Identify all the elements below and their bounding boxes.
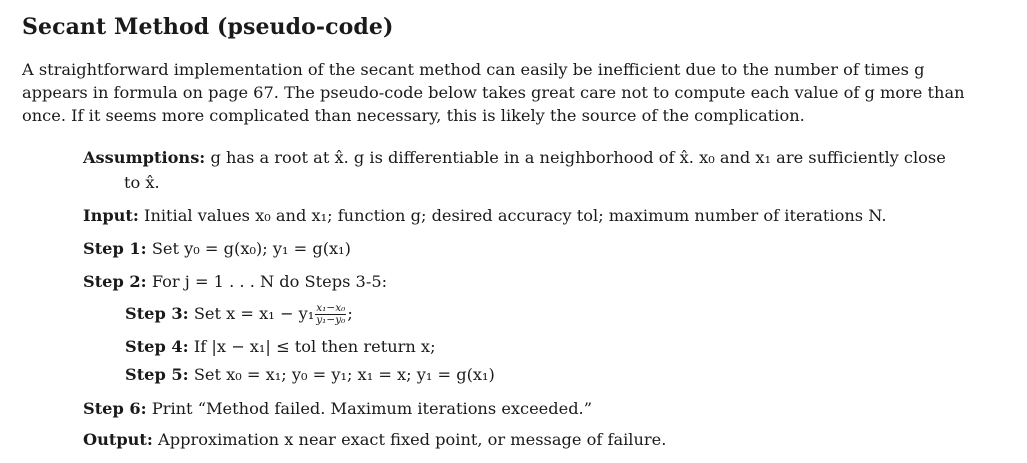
step-4-label: Step 4: <box>125 337 189 356</box>
step-1 <box>83 239 351 258</box>
assumptions-label: Assumptions: <box>83 148 206 167</box>
step-3-fraction <box>315 303 346 326</box>
step-6-label: Step 6: <box>83 399 147 418</box>
assumptions-text-cont: to x̂. <box>124 173 160 192</box>
step-3 <box>125 303 353 326</box>
output-line <box>83 430 666 449</box>
output-label: Output: <box>83 430 153 449</box>
fraction-numerator: x₁−x₀ <box>316 302 346 314</box>
step-5-label: Step 5: <box>125 365 189 384</box>
step-2 <box>83 272 387 291</box>
assumptions-line-1 <box>83 148 946 167</box>
step-2-text: For j = 1 . . . N do Steps 3-5: <box>151 272 388 291</box>
intro-paragraph <box>22 58 1012 127</box>
input-label: Input: <box>83 206 139 225</box>
step-6-text: Print “Method failed. Maximum iterations exceeded.” <box>151 399 592 418</box>
step-1-text: Set y₀ = g(x₀); y₁ = g(x₁) <box>151 239 351 258</box>
step-4 <box>125 337 436 356</box>
intro-line-3: once. If it seems more complicated than necessary, this is likely the source of the complication. <box>22 106 805 125</box>
assumptions-line-2 <box>124 173 160 192</box>
step-5-text: Set x₀ = x₁; y₀ = y₁; x₁ = x; y₁ = g(x₁) <box>193 365 495 384</box>
assumptions-text: g has a root at x̂. g is differentiable in a neighborhood of x̂. x₀ and x₁ are sufficiently close <box>210 148 946 167</box>
intro-line-2: appears in formula on page 67. The pseudo-code below takes great care not to compute each value of g more than <box>22 83 965 102</box>
output-text: Approximation x near exact fixed point, or message of failure. <box>158 430 667 449</box>
step-3-text: Set x = x₁ − y₁ <box>193 304 315 323</box>
input-text: Initial values x₀ and x₁; function g; desired accuracy tol; maximum number of iterations N. <box>144 206 887 225</box>
step-6 <box>83 399 592 418</box>
intro-line-1: A straightforward implementation of the secant method can easily be inefficient due to the number of times g <box>22 60 925 79</box>
step-4-text: If |x − x₁| ≤ tol then return x; <box>193 337 436 356</box>
step-2-label: Step 2: <box>83 272 147 291</box>
step-1-label: Step 1: <box>83 239 147 258</box>
fraction-denominator: y₁−y₀ <box>316 314 346 326</box>
page-title: Secant Method (pseudo-code) <box>22 14 394 40</box>
input-line <box>83 206 887 225</box>
step-3-terminator: ; <box>347 304 353 323</box>
step-3-label: Step 3: <box>125 304 189 323</box>
step-5 <box>125 365 495 384</box>
